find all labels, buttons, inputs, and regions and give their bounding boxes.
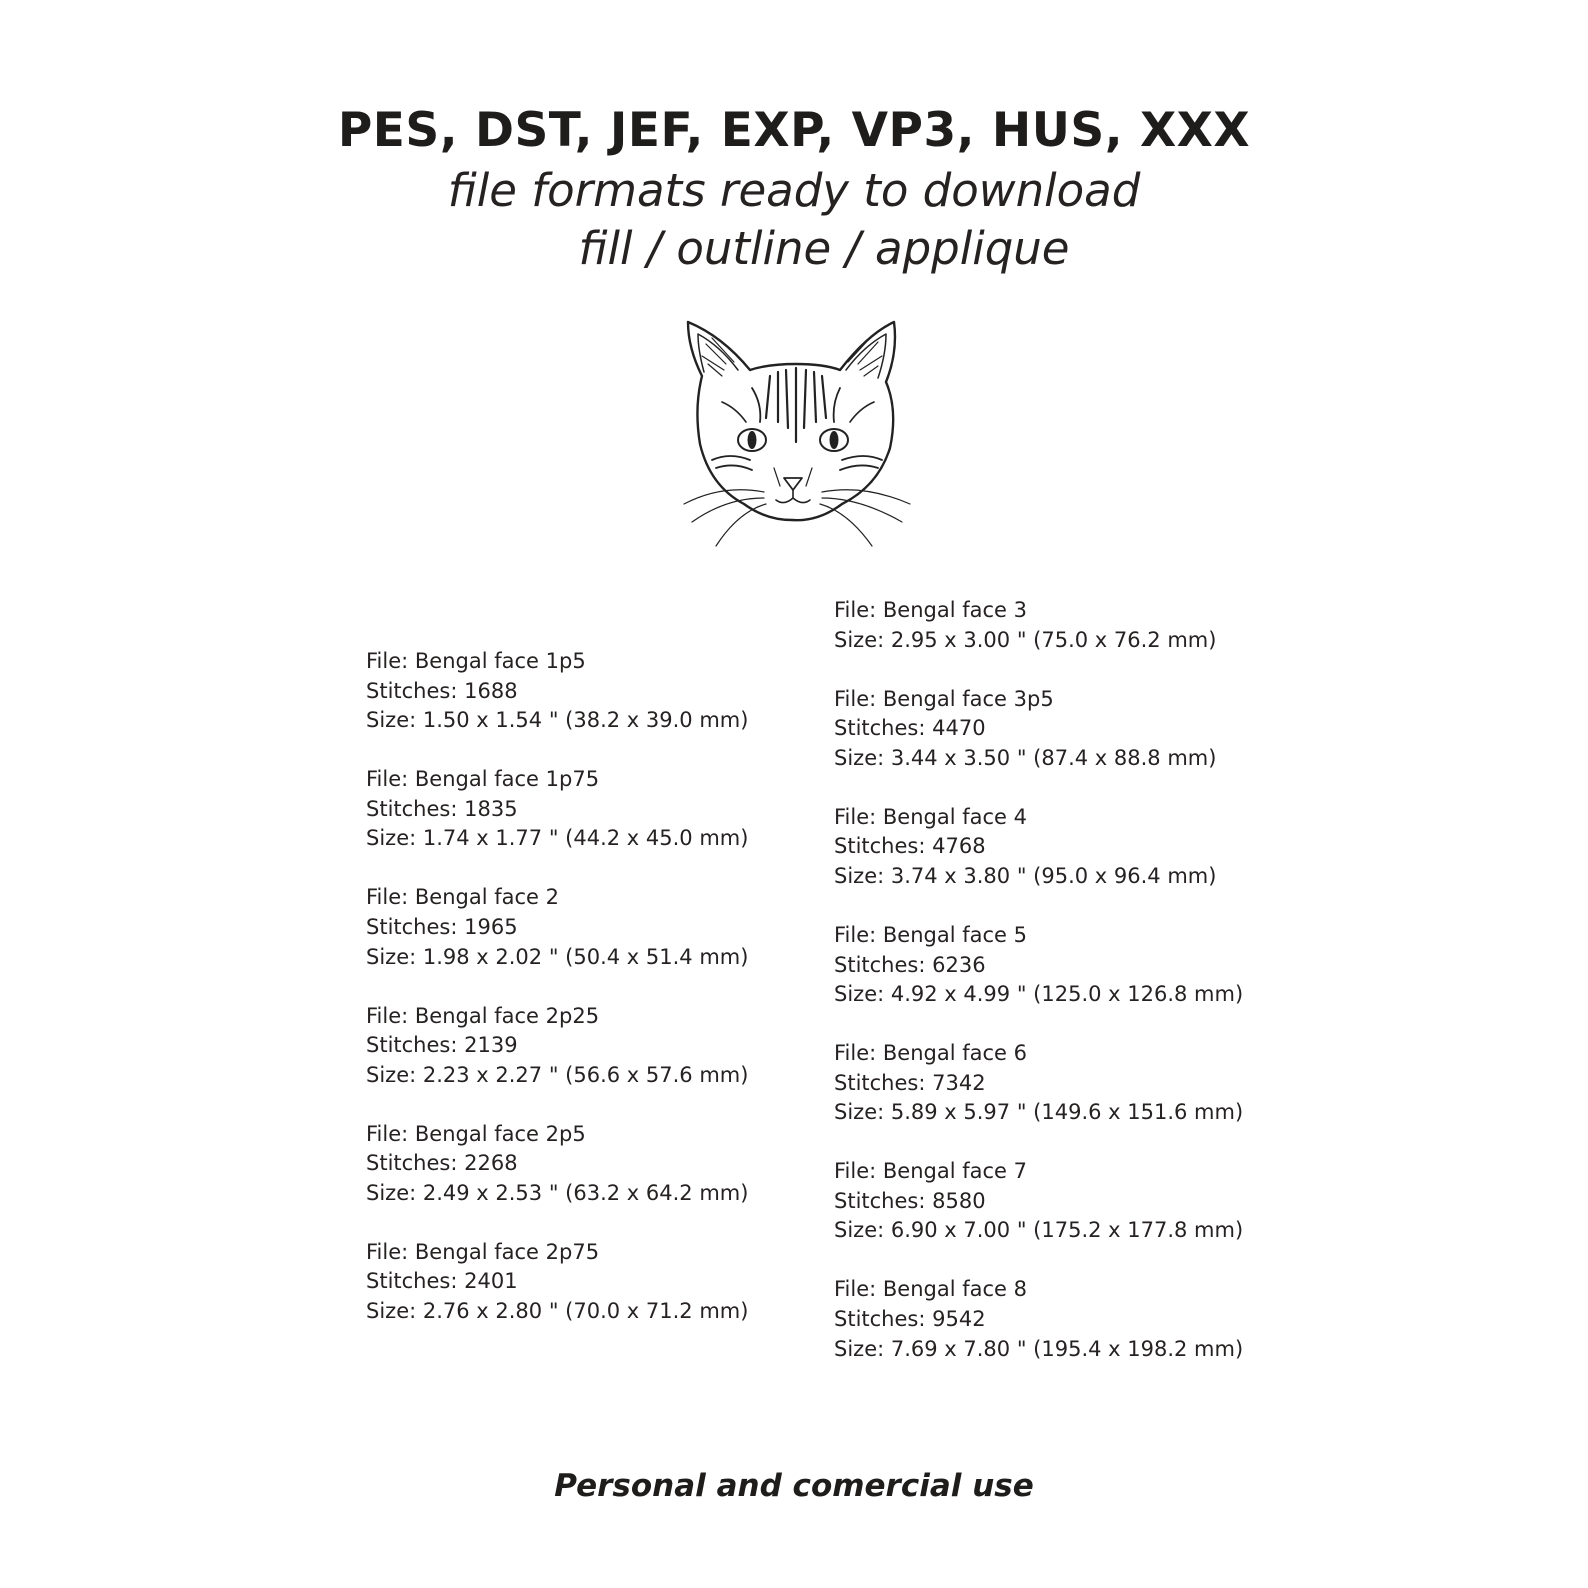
file-entry <box>366 647 748 736</box>
file-formats-title: PES, DST, JEF, EXP, VP3, HUS, XXX <box>337 103 1251 158</box>
file-name-line <box>834 1039 1243 1069</box>
stitches-label: Stitches: <box>366 1151 465 1176</box>
size-value: 2.76 x 2.80 " (70.0 x 71.2 mm) <box>422 1299 749 1324</box>
stitches-line <box>834 1187 1243 1217</box>
cat-face-outline-icon <box>682 318 914 552</box>
file-entry <box>834 803 1243 892</box>
file-entry <box>834 921 1243 1010</box>
stitch-count: 7342 <box>932 1070 986 1095</box>
file-name-line <box>366 1120 748 1150</box>
file-label: File: <box>366 1121 415 1146</box>
stitch-count: 1688 <box>464 678 518 703</box>
file-entry <box>366 1002 748 1091</box>
stitch-count: 4470 <box>932 716 986 741</box>
size-line <box>834 1216 1243 1246</box>
stitches-label: Stitches: <box>834 1188 933 1213</box>
file-name: Bengal face 6 <box>882 1041 1027 1066</box>
file-label: File: <box>366 1003 415 1028</box>
file-label: File: <box>366 1239 415 1264</box>
stitches-label: Stitches: <box>834 952 933 977</box>
design-types-subtitle: fill / outline / applique <box>578 222 1070 275</box>
file-label: File: <box>834 1159 883 1184</box>
file-label: File: <box>834 1277 883 1302</box>
size-value: 5.89 x 5.97 " (149.6 x 151.6 mm) <box>890 1100 1244 1125</box>
stitch-count: 2401 <box>464 1269 518 1294</box>
stitches-line <box>834 1305 1243 1335</box>
file-name-line <box>366 1238 748 1268</box>
size-label: Size: <box>366 1180 423 1205</box>
file-entry <box>366 1238 748 1327</box>
size-line <box>834 626 1243 656</box>
size-label: Size: <box>366 826 423 851</box>
size-line <box>834 744 1243 774</box>
stitch-count: 8580 <box>932 1188 986 1213</box>
file-name-line <box>366 647 748 677</box>
size-label: Size: <box>834 745 891 770</box>
file-name: Bengal face 3p5 <box>882 686 1054 711</box>
stitches-line <box>834 1069 1243 1099</box>
file-entry <box>366 765 748 854</box>
size-value: 2.23 x 2.27 " (56.6 x 57.6 mm) <box>422 1062 749 1087</box>
size-value: 2.49 x 2.53 " (63.2 x 64.2 mm) <box>422 1180 749 1205</box>
file-label: File: <box>834 598 883 622</box>
size-label: Size: <box>834 1218 891 1243</box>
file-name: Bengal face 2p75 <box>414 1239 600 1264</box>
file-label: File: <box>366 885 415 910</box>
stitches-label: Stitches: <box>366 1269 465 1294</box>
stitches-label: Stitches: <box>366 1033 465 1058</box>
size-label: Size: <box>834 982 891 1007</box>
file-entry <box>366 1120 748 1209</box>
file-name-line <box>366 1002 748 1032</box>
size-label: Size: <box>834 863 891 888</box>
stitches-line <box>834 714 1243 744</box>
file-entry <box>834 685 1243 774</box>
file-name-line <box>834 921 1243 951</box>
size-label: Size: <box>366 708 423 733</box>
size-line <box>366 1297 748 1327</box>
file-name: Bengal face 2p25 <box>414 1003 600 1028</box>
size-value: 1.74 x 1.77 " (44.2 x 45.0 mm) <box>422 826 749 851</box>
stitches-line <box>366 1031 748 1061</box>
file-entry <box>834 1039 1243 1128</box>
stitch-count: 1835 <box>464 796 518 821</box>
size-value: 3.44 x 3.50 " (87.4 x 88.8 mm) <box>890 745 1217 770</box>
file-label: File: <box>366 767 415 792</box>
file-label: File: <box>834 1041 883 1066</box>
stitches-label: Stitches: <box>366 796 465 821</box>
size-line <box>834 980 1243 1010</box>
file-name-line <box>834 596 1243 626</box>
stitch-count: 2268 <box>464 1151 518 1176</box>
size-label: Size: <box>366 1299 423 1324</box>
stitches-label: Stitches: <box>834 716 933 741</box>
file-entry <box>366 883 748 972</box>
size-label: Size: <box>366 944 423 969</box>
file-name-line <box>834 803 1243 833</box>
size-line <box>366 706 748 736</box>
file-name: Bengal face 8 <box>882 1277 1027 1302</box>
size-line <box>366 1061 748 1091</box>
file-entry <box>834 596 1243 655</box>
file-label: File: <box>366 649 415 673</box>
file-name: Bengal face 4 <box>882 804 1027 829</box>
size-label: Size: <box>834 627 891 652</box>
file-label: File: <box>834 686 883 711</box>
stitches-label: Stitches: <box>834 1307 933 1332</box>
stitch-count: 4768 <box>932 834 986 859</box>
stitch-count: 9542 <box>932 1307 986 1332</box>
file-label: File: <box>834 804 883 829</box>
file-name: Bengal face 7 <box>882 1159 1027 1184</box>
file-name: Bengal face 5 <box>882 922 1027 947</box>
size-label: Size: <box>834 1100 891 1125</box>
file-name: Bengal face 3 <box>882 598 1027 622</box>
download-subtitle: file formats ready to download <box>447 164 1141 217</box>
size-value: 2.95 x 3.00 " (75.0 x 76.2 mm) <box>890 627 1217 652</box>
stitches-line <box>366 913 748 943</box>
size-value: 6.90 x 7.00 " (175.2 x 177.8 mm) <box>890 1218 1244 1243</box>
file-name: Bengal face 2 <box>414 885 559 910</box>
size-line <box>366 943 748 973</box>
right-file-list <box>834 596 1243 1394</box>
file-name-line <box>366 883 748 913</box>
size-line <box>834 1098 1243 1128</box>
size-label: Size: <box>834 1336 891 1361</box>
size-value: 1.98 x 2.02 " (50.4 x 51.4 mm) <box>422 944 749 969</box>
stitches-label: Stitches: <box>366 914 465 939</box>
file-name: Bengal face 2p5 <box>414 1121 586 1146</box>
stitch-count: 1965 <box>464 914 518 939</box>
file-name-line <box>834 1275 1243 1305</box>
stitch-count: 6236 <box>932 952 986 977</box>
stitch-count: 2139 <box>464 1033 518 1058</box>
stitches-label: Stitches: <box>366 678 465 703</box>
size-value: 4.92 x 4.99 " (125.0 x 126.8 mm) <box>890 982 1244 1007</box>
size-label: Size: <box>366 1062 423 1087</box>
size-line <box>366 824 748 854</box>
stitches-line <box>366 1149 748 1179</box>
stitches-line <box>834 832 1243 862</box>
size-line <box>366 1179 748 1209</box>
stitches-line <box>366 1267 748 1297</box>
file-name: Bengal face 1p75 <box>414 767 600 792</box>
file-label: File: <box>834 922 883 947</box>
file-name-line <box>834 1157 1243 1187</box>
size-value: 1.50 x 1.54 " (38.2 x 39.0 mm) <box>422 708 749 733</box>
stitches-label: Stitches: <box>834 834 933 859</box>
stitches-label: Stitches: <box>834 1070 933 1095</box>
license-note: Personal and comercial use <box>554 1468 1034 1504</box>
size-line <box>834 1335 1243 1365</box>
stitches-line <box>366 795 748 825</box>
file-name-line <box>834 685 1243 715</box>
file-name-line <box>366 765 748 795</box>
file-name: Bengal face 1p5 <box>414 649 586 673</box>
stitches-line <box>834 951 1243 981</box>
stitches-line <box>366 677 748 707</box>
size-value: 7.69 x 7.80 " (195.4 x 198.2 mm) <box>890 1336 1244 1361</box>
size-line <box>834 862 1243 892</box>
file-entry <box>834 1157 1243 1246</box>
file-entry <box>834 1275 1243 1364</box>
size-value: 3.74 x 3.80 " (95.0 x 96.4 mm) <box>890 863 1217 888</box>
left-file-list <box>366 647 748 1356</box>
header <box>0 100 1588 278</box>
